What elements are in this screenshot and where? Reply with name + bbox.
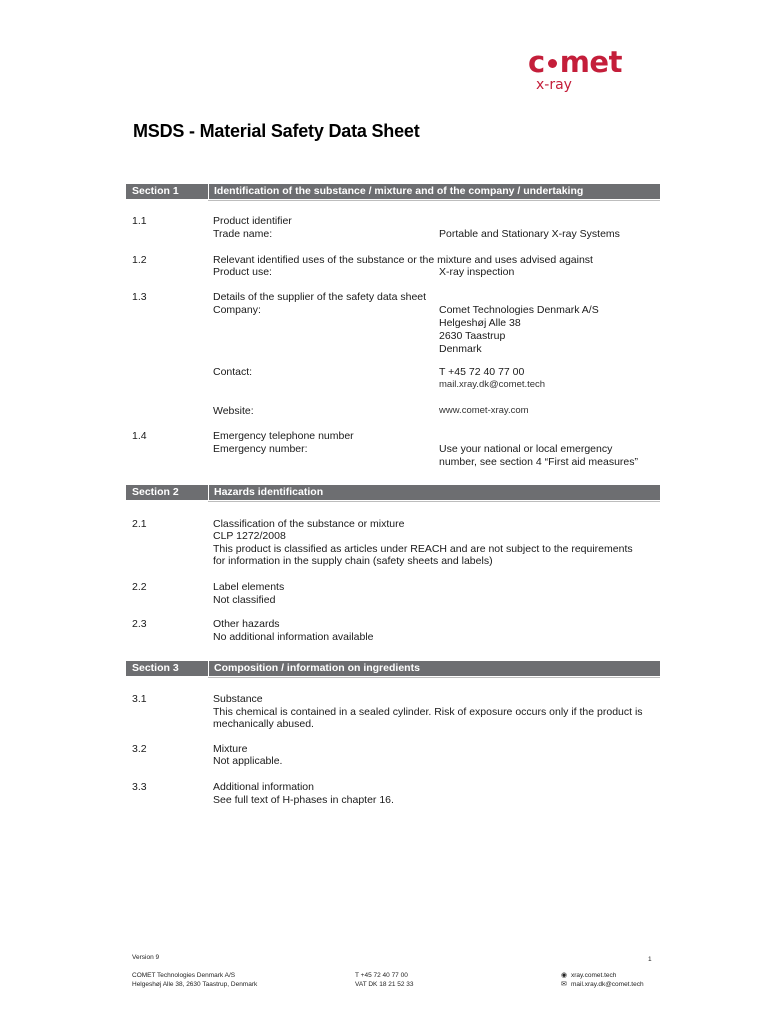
item-heading: Other hazards — [213, 618, 280, 630]
section-title: Identification of the substance / mixture and of the company / undertaking — [214, 185, 584, 197]
section-divider — [208, 661, 209, 676]
section-rule — [208, 200, 660, 201]
footer-web[interactable] — [561, 972, 616, 981]
footer-version: Version 9 — [132, 954, 160, 961]
item-text: mechanically abused. — [213, 718, 314, 730]
section-divider — [208, 184, 209, 199]
comet-xray-logo — [528, 45, 648, 101]
item-text: This product is classified as articles under REACH and are not subject to the requirements — [213, 543, 633, 555]
item-heading: Substance — [213, 693, 263, 705]
section-rule — [208, 501, 660, 502]
document-title: MSDS - Material Safety Data Sheet — [133, 121, 420, 141]
field-value: number, see section 4 “First aid measures” — [439, 456, 638, 468]
logo-subtitle: x-ray — [536, 77, 572, 93]
section-2-header — [126, 485, 660, 500]
company-name: Comet Technologies Denmark A/S — [439, 304, 599, 316]
item-heading: Additional information — [213, 781, 314, 793]
footer-web-text: xray.comet.tech — [571, 972, 617, 979]
section-number: Section 1 — [132, 185, 179, 197]
section-1-header — [126, 184, 660, 199]
footer-email[interactable] — [561, 981, 644, 990]
item-number: 2.1 — [132, 518, 147, 530]
item-text: for information in the supply chain (safety sheets and labels) — [213, 555, 493, 567]
section-number: Section 2 — [132, 486, 179, 498]
field-label: Company: — [213, 304, 261, 316]
logo-letters-met: met — [559, 45, 622, 79]
footer-email-text: mail.xray.dk@comet.tech — [571, 981, 644, 988]
item-number: 1.2 — [132, 254, 147, 266]
item-heading: Relevant identified uses of the substance or the mixture and uses advised against — [213, 254, 593, 266]
section-rule — [208, 677, 660, 678]
item-text: See full text of H-phases in chapter 16. — [213, 794, 394, 806]
field-value: Portable and Stationary X-ray Systems — [439, 228, 620, 240]
footer-company-name: COMET Technologies Denmark A/S — [132, 972, 236, 979]
item-text: CLP 1272/2008 — [213, 530, 286, 542]
item-text: Not applicable. — [213, 755, 283, 767]
footer-phone: T +45 72 40 77 00 — [355, 972, 408, 979]
item-heading: Label elements — [213, 581, 285, 593]
item-text: Not classified — [213, 594, 276, 606]
company-city: 2630 Taastrup — [439, 330, 506, 342]
contact-email[interactable]: mail.xray.dk@comet.tech — [439, 379, 546, 390]
item-heading: Details of the supplier of the safety data sheet — [213, 291, 427, 303]
item-number: 3.2 — [132, 743, 147, 755]
item-heading: Classification of the substance or mixture — [213, 518, 405, 530]
section-title: Hazards identification — [214, 486, 324, 498]
item-heading: Mixture — [213, 743, 248, 755]
field-label: Contact: — [213, 366, 253, 378]
footer-vat: VAT DK 18 21 52 33 — [355, 981, 414, 988]
field-label: Emergency number: — [213, 443, 308, 455]
field-label: Trade name: — [213, 228, 273, 240]
item-heading: Emergency telephone number — [213, 430, 354, 442]
company-country: Denmark — [439, 343, 482, 355]
item-heading: Product identifier — [213, 215, 292, 227]
item-number: 1.3 — [132, 291, 147, 303]
field-label: Website: — [213, 405, 254, 417]
field-label: Product use: — [213, 266, 272, 278]
item-text: This chemical is contained in a sealed cylinder. Risk of exposure occurs only if the product is — [213, 706, 643, 718]
item-number: 2.2 — [132, 581, 147, 593]
item-number: 3.1 — [132, 693, 147, 705]
item-text: No additional information available — [213, 631, 374, 643]
section-number: Section 3 — [132, 662, 179, 674]
company-street: Helgeshøj Alle 38 — [439, 317, 521, 329]
section-title: Composition / information on ingredients — [214, 662, 420, 674]
envelope-icon: ✉ — [561, 981, 567, 988]
field-value: X-ray inspection — [439, 266, 515, 278]
footer-page-number: 1 — [648, 956, 652, 963]
contact-phone: T +45 72 40 77 00 — [439, 366, 525, 378]
item-number: 1.4 — [132, 430, 147, 442]
item-number: 2.3 — [132, 618, 147, 630]
globe-icon: ◉ — [561, 972, 568, 979]
logo-dot — [548, 59, 557, 68]
item-number: 1.1 — [132, 215, 147, 227]
section-3-header — [126, 661, 660, 676]
item-number: 3.3 — [132, 781, 147, 793]
logo-wordmark — [528, 45, 648, 79]
footer-company-address: Helgeshøj Alle 38, 2630 Taastrup, Denmark — [132, 981, 258, 988]
logo-letter-c: c — [528, 45, 545, 79]
field-value: Use your national or local emergency — [439, 443, 613, 455]
website-link[interactable]: www.comet-xray.com — [439, 405, 529, 416]
section-divider — [208, 485, 209, 500]
